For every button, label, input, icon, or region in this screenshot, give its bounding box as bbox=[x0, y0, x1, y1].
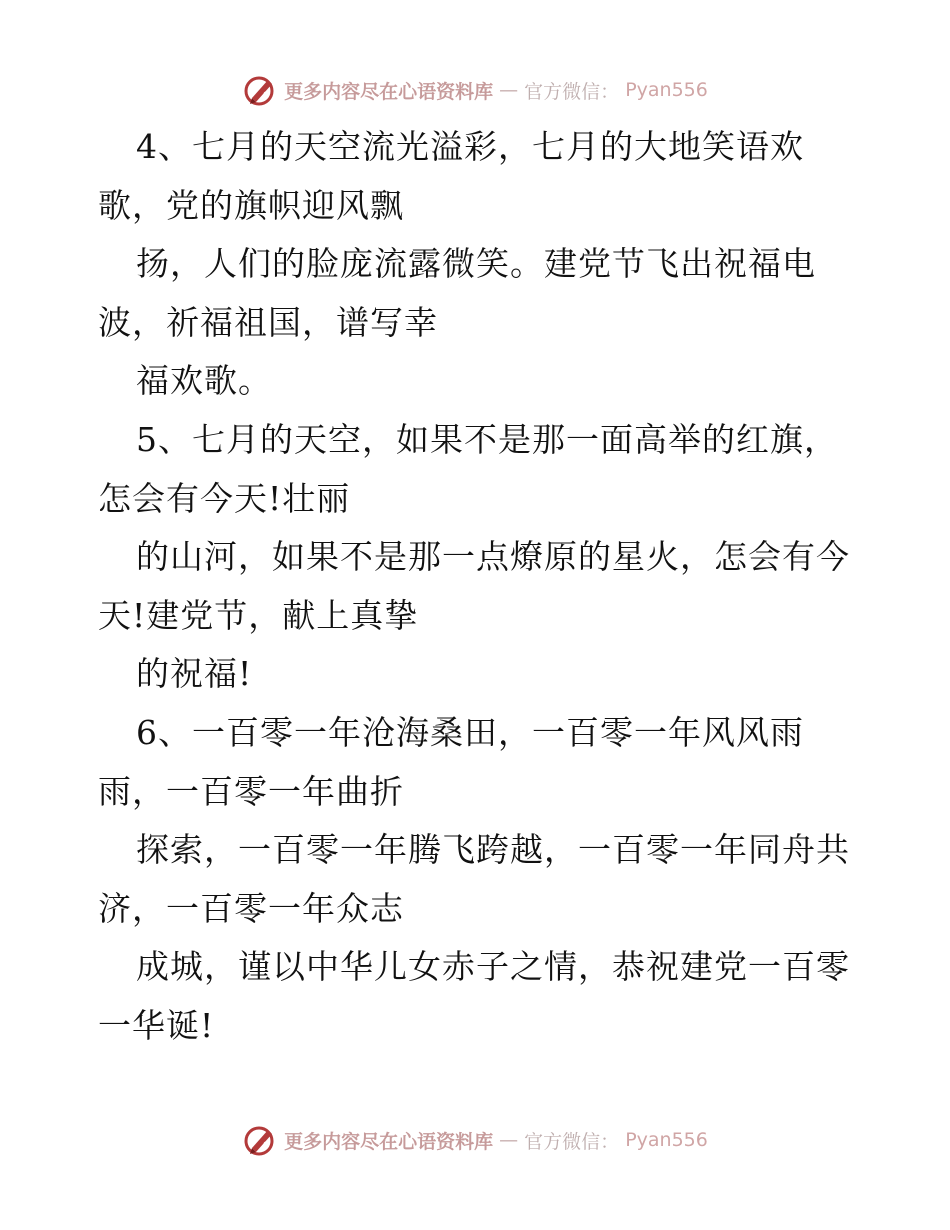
text-line: 雨，一百零一年曲折 bbox=[98, 771, 404, 811]
footer-watermark-inner bbox=[242, 1122, 708, 1158]
header-wechat-label: 官方微信： bbox=[524, 80, 620, 103]
text-line: 成城，谨以中华儿女赤子之情，恭祝建党一百零 bbox=[136, 947, 850, 987]
footer-wechat-id: Pyan556 bbox=[625, 1129, 708, 1151]
text-line: 6、一百零一年沧海桑田，一百零一年风风雨 bbox=[136, 712, 804, 752]
text-line: 4、七月的天空流光溢彩，七月的大地笑语欢 bbox=[136, 127, 804, 166]
text-line: 5、七月的天空，如果不是那一面高举的红旗， bbox=[136, 419, 838, 459]
text-line: 济，一百零一年众志 bbox=[98, 888, 404, 928]
text-line: 歌，党的旗帜迎风飘 bbox=[98, 185, 404, 225]
footer-watermark bbox=[0, 1120, 950, 1160]
text-line: 波，祈福祖国，谱写幸 bbox=[98, 302, 438, 342]
document-body bbox=[98, 118, 858, 1056]
footer-watermark-separator: — bbox=[499, 1129, 519, 1151]
pen-logo-icon bbox=[242, 1122, 278, 1158]
header-watermark-inner bbox=[242, 72, 708, 108]
text-line: 的祝福! bbox=[136, 654, 253, 694]
text-line: 福欢歌。 bbox=[136, 361, 272, 401]
text-line: 探索，一百零一年腾飞跨越，一百零一年同舟共 bbox=[136, 830, 850, 870]
text-line: 的山河，如果不是那一点燎原的星火，怎会有今 bbox=[136, 537, 850, 577]
header-wechat-id: Pyan556 bbox=[625, 79, 708, 101]
footer-watermark-text: 更多内容尽在心语资料库 bbox=[284, 1130, 494, 1153]
header-watermark-separator: — bbox=[499, 79, 519, 101]
header-watermark bbox=[0, 70, 950, 110]
text-line: 天!建党节，献上真挚 bbox=[98, 595, 419, 635]
header-watermark-text: 更多内容尽在心语资料库 bbox=[284, 80, 494, 103]
pen-logo-icon bbox=[242, 72, 278, 108]
text-line: 扬，人们的脸庞流露微笑。建党节飞出祝福电 bbox=[136, 244, 816, 284]
text-line: 一华诞! bbox=[98, 1005, 215, 1045]
text-line: 怎会有今天!壮丽 bbox=[98, 478, 351, 518]
footer-wechat-label: 官方微信： bbox=[524, 1130, 620, 1153]
